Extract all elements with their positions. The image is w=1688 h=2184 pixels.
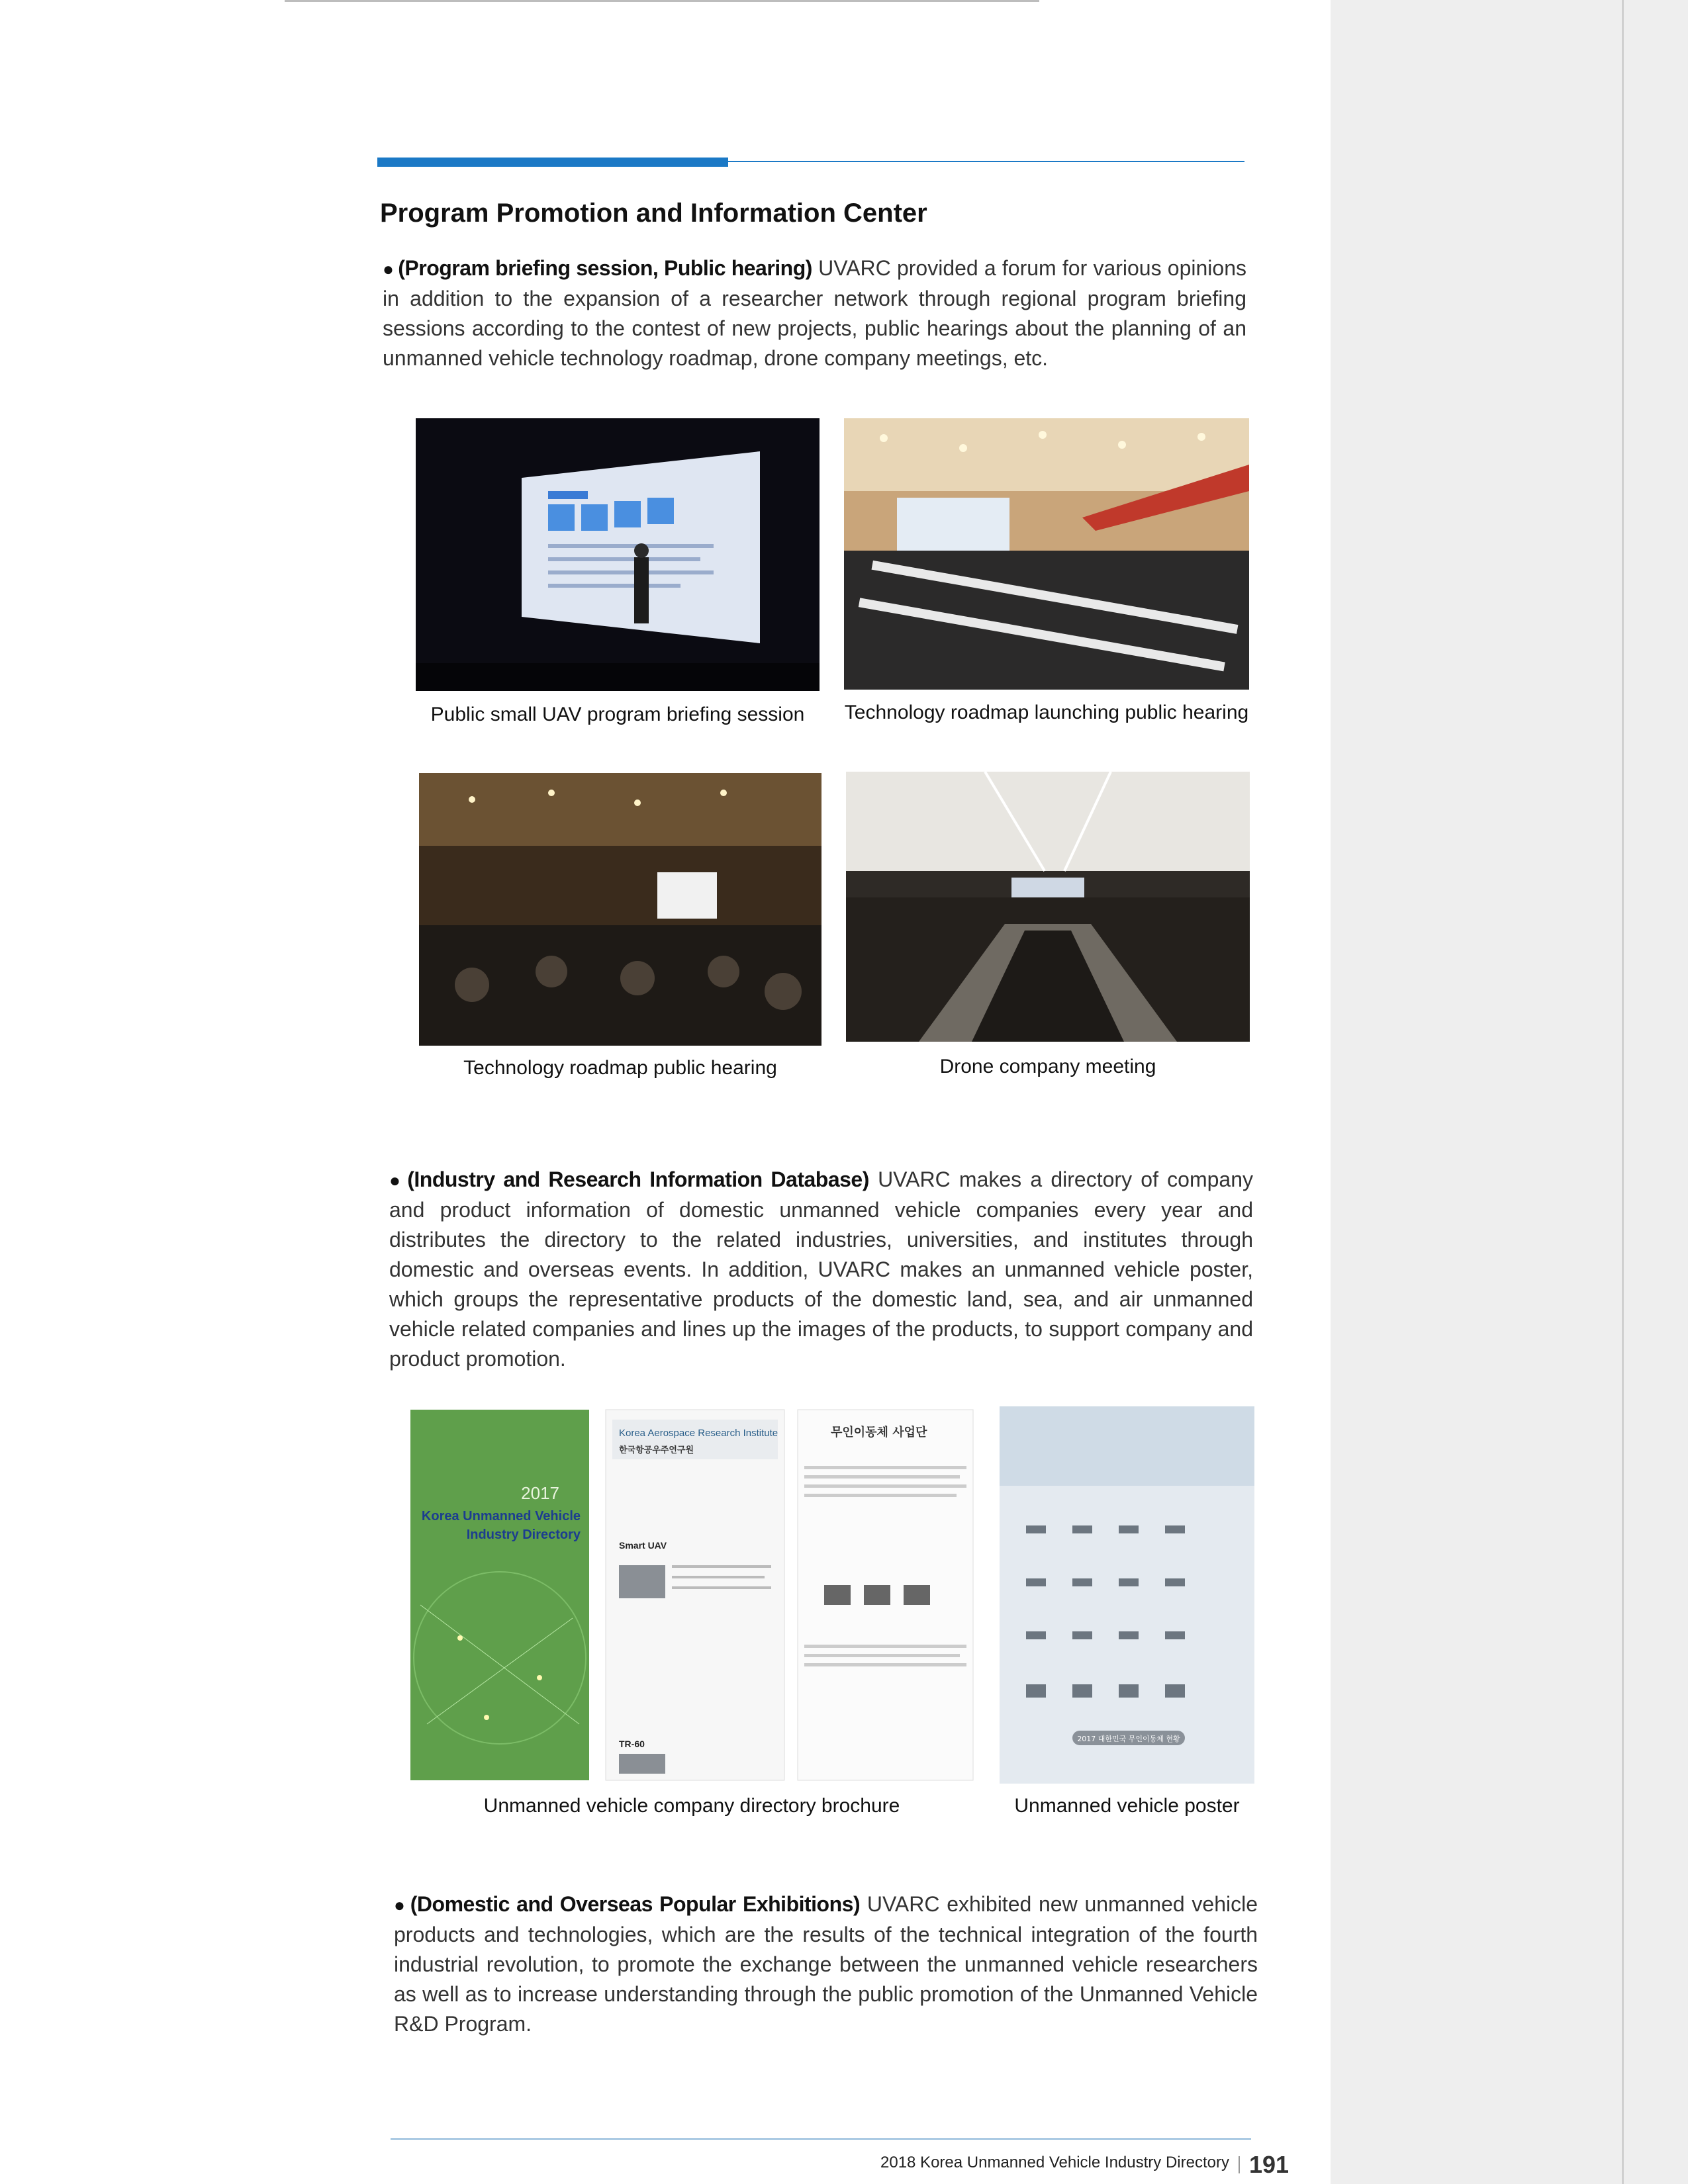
brochure-cover-title-2: Industry Directory — [466, 1527, 581, 1542]
paragraph-database — [389, 1165, 1253, 1374]
footer-rule — [391, 2138, 1251, 2140]
top-rule — [285, 0, 1039, 2]
brochure-page2-korean: 한국항공우주연구원 — [619, 1445, 694, 1455]
photo-roadmap-launching — [844, 418, 1249, 690]
image-vehicle-poster — [1000, 1406, 1254, 1784]
footer-separator — [1239, 2156, 1240, 2173]
brochure-cover-title-1: Korea Unmanned Vehicle — [421, 1509, 581, 1524]
photo-roadmap-hearing — [419, 773, 821, 1046]
paragraph-text: UVARC provided a forum for various opinions in addition to the expansion of a researcher network through regional program briefing sessions according to the contest of new projects, public hearings about the planning of an unmanned vehicle technology roadmap, drone company meetings, etc. — [383, 256, 1247, 370]
margin-rule — [1622, 0, 1624, 2184]
paragraph-briefing — [383, 253, 1246, 373]
brochure-product-1: Smart UAV — [619, 1540, 667, 1551]
caption-poster: Unmanned vehicle poster — [1014, 1795, 1240, 1817]
caption-roadmap-hearing: Technology roadmap public hearing — [463, 1057, 777, 1079]
section-title: Program Promotion and Information Center — [380, 199, 927, 228]
page-margin — [1331, 0, 1688, 2184]
paragraph-lead: (Program briefing session, Public hearing) — [398, 256, 812, 280]
footer-title: 2018 Korea Unmanned Vehicle Industry Directory — [880, 2154, 1229, 2172]
paragraph-text: UVARC makes a directory of company and product information of domestic unmanned vehicle companies every year and distributes the directory to the related industries, universities, and institutes through domestic and overseas events. In addition, UVARC makes an unmanned vehicle poster, which groups the representative products of the domestic land, sea, and air unmanned vehicle related companies and lines up the images of the products, to support company and product promotion. — [389, 1167, 1253, 1371]
caption-brochure: Unmanned vehicle company directory brochure — [483, 1795, 900, 1817]
page-footer — [880, 2151, 1289, 2179]
brochure-cover — [410, 1410, 589, 1780]
bullet-icon: ● — [389, 1170, 404, 1191]
page-number: 191 — [1248, 2151, 1289, 2178]
bullet-icon: ● — [383, 259, 395, 279]
section-header-bar — [377, 158, 728, 167]
caption-roadmap-launching: Technology roadmap launching public hearing — [844, 702, 1249, 723]
paragraph-exhibitions — [394, 1889, 1258, 2039]
paragraph-text: UVARC exhibited new unmanned vehicle products and technologies, which are the results of the technical integration of the fourth industrial revolution, to promote the exchange between the unmanned vehicle researchers as well as to increase understanding through the public promotion of the Unmanned Vehicle R&D Program. — [394, 1892, 1258, 2036]
bullet-icon: ● — [394, 1895, 406, 1915]
photo-drone-meeting — [846, 772, 1250, 1042]
paragraph-lead: (Domestic and Overseas Popular Exhibitions) — [410, 1892, 861, 1916]
section-header-line — [728, 161, 1244, 162]
caption-drone-meeting: Drone company meeting — [939, 1056, 1156, 1077]
photo-briefing-session — [416, 418, 820, 691]
brochure-page3-header: 무인이동체 사업단 — [831, 1426, 927, 1439]
image-directory-brochure — [407, 1406, 976, 1784]
caption-briefing-session: Public small UAV program briefing session — [430, 704, 805, 725]
brochure-product-2: TR-60 — [619, 1739, 645, 1749]
brochure-page2-header: Korea Aerospace Research Institute — [619, 1428, 778, 1439]
poster-caption: 2017 대한민국 무인이동체 현황 — [1077, 1735, 1180, 1743]
paragraph-lead: (Industry and Research Information Database) — [407, 1167, 869, 1191]
brochure-year: 2017 — [521, 1483, 559, 1503]
